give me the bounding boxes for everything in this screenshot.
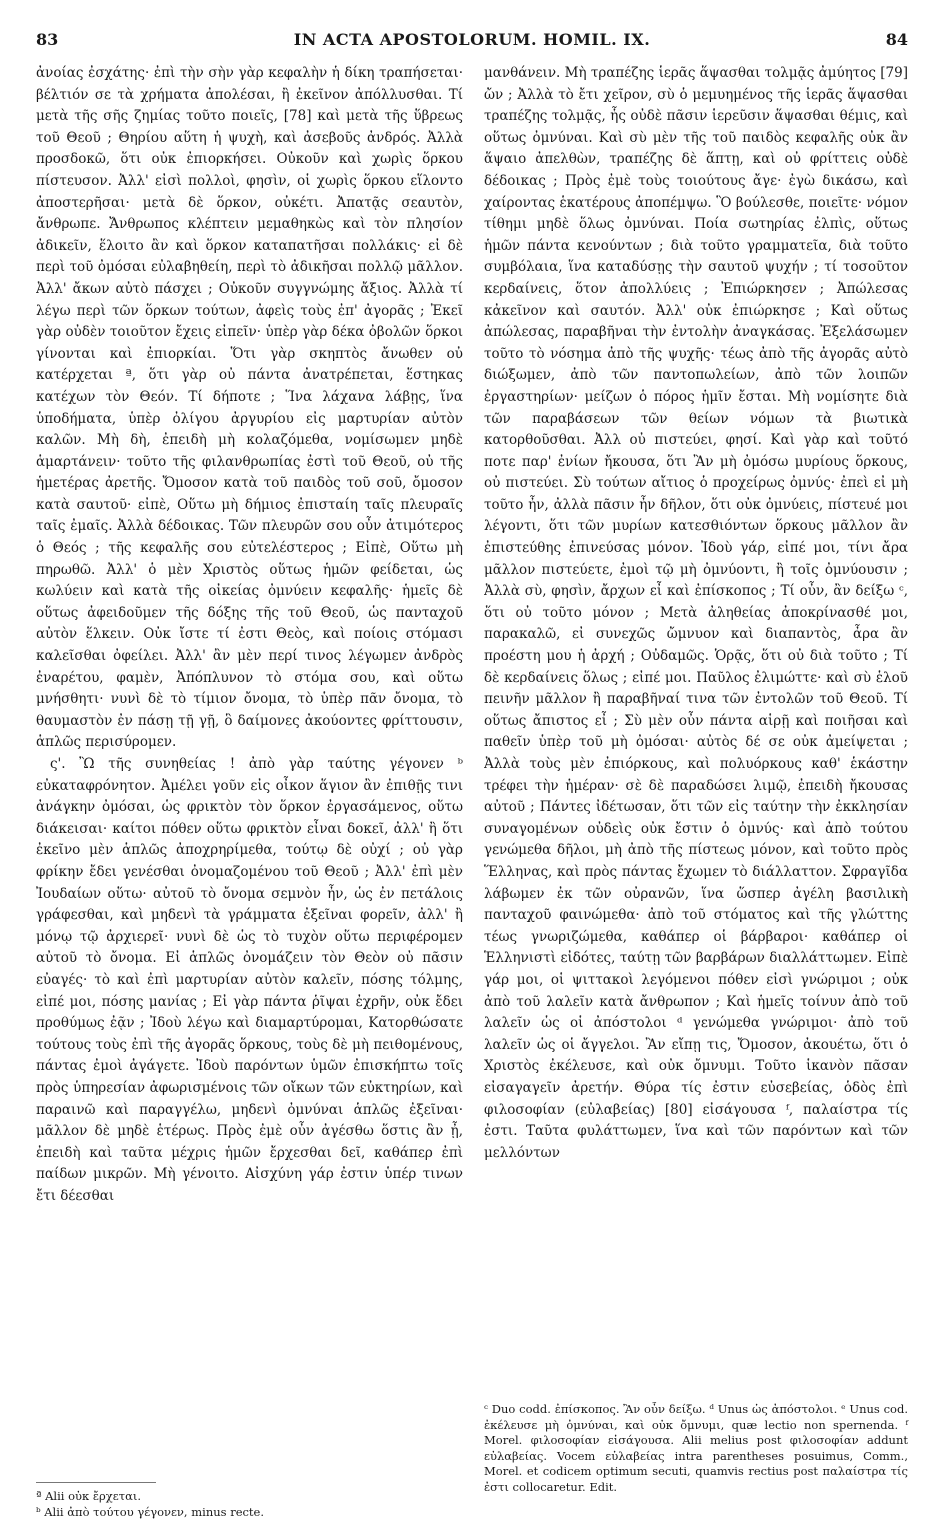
left-column	[36, 63, 463, 1453]
running-title: IN ACTA APOSTOLORUM. HOMIL. IX.	[293, 30, 651, 49]
left-paragraph-2: ς'. Ὢ τῆς συνηθείας ! ἀπὸ γὰρ ταύτης γέγονεν ᵇ εὐκαταφρόνητον. Ἀμέλει γοῦν εἰς οἶκον ἅγιον ἂν ἐπιθῇς τινι ἀνάγκην ὀμόσαι, ὡς φρικτὸν τὸν ὅρκον ἐργασάμενος, οὕτω διάκεισαι· καίτοι πόθεν οὕτω φρικτὸν εἶναι δοκεῖ, ἀλλ' ἢ ὅτι ἐκεῖνο μὲν ἁπλῶς ἀποχρηρίμεθα, τούτῳ δὲ οὐχί ; οὐ γὰρ φρίκην ἔδει γενέσθαι ὀνομαζομένου τοῦ Θεοῦ ; Ἀλλ' ἐπὶ μὲν Ἰουδαίων οὕτω· αὐτοῦ τὸ ὄνομα σεμνὸν ἦν, ὡς ἐν πετάλοις γράφεσθαι, καὶ μηδενὶ τὰ γράμματα ἐξεῖναι φορεῖν, ἀλλ' ἢ μόνῳ τῷ ἀρχιερεῖ· νυνὶ δὲ ὡς τὸ τυχὸν οὕτω περιφέρομεν αὐτοῦ τὸ ὄνομα. Εἰ ἁπλῶς ὀνομάζειν τὸν Θεὸν οὐ πᾶσιν εὐαγές· τὸ καὶ ἐπὶ μαρτυρίαν αὐτὸν καλεῖν, πόσης τόλμης, εἰπέ μοι, πόσης μανίας ; Εἰ γὰρ πάντα ῥῖψαι ἐχρῆν, οὐκ ἔδει προθύμως ἐᾷν ; Ἰδοὺ λέγω καὶ διαμαρτύρομαι, Κατορθώσατε τούτους τοὺς ἐπὶ τῆς ἀγορᾶς ὅρκους, τοὺς δὲ μὴ πειθομένους, πάντας ἐμοὶ ἀγάγετε. Ἰδοὺ παρόντων ὑμῶν ἐπισκήπτω τοῖς πρὸς ὑπηρεσίαν ἀφωρισμένοις τῶν οἴκων τῶν εὐκτηρίων, καὶ παραινῶ καὶ παραγγέλω, μηδενὶ ὀμνύναι ἁπλῶς ἐξεῖναι· μᾶλλον δὲ μηδὲ ἑτέρως. Πρὸς ἐμὲ οὖν ἀγέσθω ὅστις ἂν ᾖ, ἐπειδὴ καὶ ταῦτα μέχρις ἡμῶν ἔρχεσθαι δεῖ, καθάπερ ἐπὶ παίδων μικρῶν. Μὴ γένοιτο. Αἰσχύνη γάρ ἐστιν ὑπέρ τινων ἔτι δέεσθαι	[36, 756, 463, 1204]
page-number-right: 84	[885, 30, 908, 49]
footnote-cdef: ᶜ Duo codd. ἐπίσκοπος. Ἂν οὖν δείξω. ᵈ Unus ὡς ἀπόστολοι. ᵉ Unus cod. ἐκέλευσε μὴ ὀμνύναι, καὶ οὐκ ὄμνυμι, quæ lectio non spernenda. ᶠ Morel. φιλοσοφίαν εἰσάγουσα. Alii melius post φιλοσοφίαν addunt εὐλαβείας. Vocem εὐλαβείας intra parentheses posuimus, Comm., Morel. et codicem optimum secuti, quamvis rectius post παλαίστρα τίς ἐστι collocaretur. Edit.	[484, 1402, 908, 1494]
right-column	[484, 63, 908, 1503]
running-header	[36, 30, 908, 54]
footnotes-left	[36, 1488, 463, 1520]
footnotes-right	[484, 1402, 908, 1496]
footnote-b: ᵇ Alii ἀπὸ τούτου γέγονεν, minus recte.	[36, 1505, 265, 1519]
footnote-rule-left	[36, 1482, 156, 1483]
right-paragraph-1: μανθάνειν. Μὴ τραπέζης ἱερᾶς ἅψασθαι τολμᾷς ἀμύητος [79] ὤν ; Ἀλλὰ τὸ ἔτι χεῖρον, σὺ ὁ μεμυημένος τῆς ἱερᾶς ἅψασθαι τραπέζης τολμᾷς, ἧς οὐδὲ πᾶσιν ἱερεῦσιν ἅψασθαι θέμις, καὶ οὕτως ὀμνύναι. Καὶ σὺ μὲν τῆς τοῦ παιδὸς κεφαλῆς οὐκ ἂν ἅψαιο ἀπελθὼν, τραπέζης δὲ ἅπτῃ, καὶ οὐ φρίττεις οὐδὲ δέδοικας ; Πρὸς ἐμὲ τοὺς τοιούτους ἄγε· ἐγὼ δικάσω, καὶ χαίροντας ἑκατέρους ἀποπέμψω. Ὃ βούλεσθε, ποιεῖτε· νόμον τίθημι μηδὲ ὅλως ὀμνύναι. Ποία σωτηρίας ἐλπὶς, οὕτως ἡμῶν πάντα κενούντων ; διὰ τοῦτο γραμματεῖα, διὰ τοῦτο συμβόλαια, ἵνα καταδύσῃς τὴν σαυτοῦ ψυχήν ; τί τοσοῦτον κερδαίνεις, ὅτον ἀπολλύεις ; Ἐπιώρκησεν ; Ἀπώλεσας κἀκεῖνον καὶ σαυτόν. Ἀλλ' οὐκ ἐπιώρκησε ; Καὶ οὕτως ἀπώλεσας, παραβῆναι τὴν ἐντολὴν ἀναγκάσας. Ἐξελάσωμεν τοῦτο τὸ νόσημα ἀπὸ τῆς ψυχῆς· τέως ἀπὸ τῆς ἀγορᾶς αὐτὸ διώξωμεν, ἀπὸ τῶν παντοπωλείων, ἀπὸ τῶν λοιπῶν ἐργαστηρίων· μείζων ὁ πόρος ἡμῖν ἔσται. Μὴ νομίσητε διὰ τῶν παραβάσεων τῶν θείων νόμων τὰ βιωτικὰ κατορθοῦσθαι. Ἀλλ οὐ πιστεύει, φησί. Καὶ γὰρ καὶ τοῦτό ποτε παρ' ἐνίων ἤκουσα, ὅτι Ἂν μὴ ὀμόσω μυρίους ὅρκους, οὐ πιστεύει. Σὺ τούτων αἴτιος ὁ προχείρως ὀμνύς· ἐπεὶ εἰ μὴ τοῦτο ἦν, ἀλλὰ πᾶσιν ἦν δῆλον, ὅτι οὐκ ὀμνύεις, πίστευέ μοι λέγοντι, ὅτι τῶν μυρίων κατεσθιόντων ὅρκους μᾶλλον ἂν ἐπιστεύθης ἐπινεύσας μόνον. Ἰδοὺ γάρ, εἰπέ μοι, τίνι ἄρα μᾶλλον πιστεύετε, ἐμοὶ τῷ μὴ ὀμνύοντι, ἢ τοῖς ὀμνύουσιν ; Ἀλλὰ σὺ, φησὶν, ἄρχων εἶ καὶ ἐπίσκοπος ; Τί οὖν, ἂν δείξω ᶜ, ὅτι οὐ τοῦτο μόνον ; Μετὰ ἀληθείας ἀποκρίνασθέ μοι, παρακαλῶ, εἰ συνεχῶς ὤμνυον καὶ διαπαντὸς, ἆρα ἂν προέστη μου ἡ ἀρχή ; Οὐδαμῶς. Ὁρᾷς, ὅτι οὐ διὰ τοῦτο ; Τί δὲ κερδαίνεις ὅλως ; εἰπέ μοι. Παῦλος ἐλιμώττε· καὶ σὺ ἑλοῦ πεινῆν μᾶλλον ἢ παραβῆναί τινα τῶν ἐντολῶν τοῦ Θεοῦ. Τί οὕτως ἄπιστος εἶ ; Σὺ μὲν οὖν πάντα αἱρῇ καὶ ποιῆσαι καὶ παθεῖν ὑπὲρ τοῦ μὴ ὀμόσαι· αὐτὸς δέ σε οὐκ ἀμείψεται ; Ἀλλὰ τοὺς μὲν ἐπιόρκους, καὶ πολυόρκους καθ' ἑκάστην τρέφει τὴν ἡμέραν· σὲ δὲ παραδώσει λιμῷ, ἐπειδὴ ἤκουσας αὐτοῦ ; Πάντες ἰδέτωσαν, ὅτι τῶν εἰς ταύτην τὴν ἐκκλησίαν συναγομένων οὐδεὶς οὐκ ἔστιν ὁ ὀμνύς· καὶ ἀπὸ τούτου γενώμεθα δῆλοι, μὴ ἀπὸ τῆς πίστεως μόνον, καὶ τοῦτο πρὸς Ἕλληνας, καὶ πρὸς πάντας ἔχωμεν τὸ διάλλαττον. Σφραγῖδα λάβωμεν ἐκ τῶν οὐρανῶν, ἵνα ὥσπερ ἀγέλη βασιλικὴ πανταχοῦ φαινώμεθα· ἀπὸ τοῦ στόματος καὶ τῆς γλώττης τέως γνωριζώμεθα, καθάπερ οἱ βάρβαροι· καθάπερ οἱ Ἑλληνιστὶ εἰδότες, ταύτῃ τῶν βαρβάρων διαλλάττωμεν. Εἰπὲ γάρ μοι, οἱ ψιττακοὶ λεγόμενοι πόθεν εἰσὶ γνώριμοι ; οὐκ ἀπὸ τοῦ λαλεῖν κατὰ ἄνθρωπον ; Καὶ ἡμεῖς τοίνυν ἀπὸ τοῦ λαλεῖν ὡς οἱ ἀπόστολοι ᵈ γενώμεθα γνώριμοι· ἀπὸ τοῦ λαλεῖν ὡς οἱ ἄγγελοι. Ἂν εἴπῃ τις, Ὄμοσον, ἀκουέτω, ὅτι ὁ Χριστὸς ἐκέλευσε, καὶ οὐκ ὄμνυμι. Τοῦτο ἱκανὸν πᾶσαν εἰσαγαγεῖν ἀρετήν. Θύρα τίς ἐστιν εὐσεβείας, ὁδὸς ἐπὶ φιλοσοφίαν (εὐλαβείας) [80] εἰσάγουσα ᶠ, παλαίστρα τίς ἐστι. Ταῦτα φυλάττωμεν, ἵνα καὶ τῶν παρόντων καὶ τῶν μελλόντων	[484, 65, 908, 1161]
page-number-left: 83	[36, 30, 59, 49]
left-paragraph-1: ἀνοίας ἐσχάτης· ἐπὶ τὴν σὴν γὰρ κεφαλὴν ἡ δίκη τραπήσεται· βέλτιόν σε τὰ χρήματα ἀπολέσαι, ἢ ἐκεῖνον ἀπόλλυσθαι. Τί μετὰ τῆς σῆς ζημίας τοῦτο ποιεῖς, [78] καὶ μετὰ τῆς ὕβρεως τοῦ Θεοῦ ; Θηρίου αὕτη ἡ ψυχὴ, καὶ ἀσεβοῦς ἀνδρός. Ἀλλὰ προσδοκῶ, ὅτι οὐκ ἐπιορκήσει. Οὐκοῦν καὶ χωρὶς ὅρκου πίστευσον. Ἀλλ' εἰσὶ πολλοὶ, φησὶν, οἱ χωρὶς ὅρκου εἵλοντο ἀποστερῆσαι· μετὰ δὲ ὅρκον, οὐκέτι. Ἀπατᾷς σεαυτὸν, ἄνθρωπε. Ἄνθρωπος κλέπτειν μεμαθηκὼς καὶ τὸν πλησίον ἀδικεῖν, ἕλοιτο ἂν καὶ ὅρκον καταπατῆσαι πολλάκις· εἰ δὲ περὶ τοῦ ὀμόσαι εὐλαβηθείη, περὶ τὸ ἀδικῆσαι πολλῷ μᾶλλον. Ἀλλ' ἄκων αὐτὸ πάσχει ; Οὐκοῦν συγγνώμης ἄξιος. Ἀλλὰ τί λέγω περὶ τῶν ὅρκων τούτων, ἀφεὶς τοὺς ἐπ' ἀγορᾶς ; Ἐκεῖ γὰρ οὐδὲν τοιοῦτον ἔχεις εἰπεῖν· ὑπὲρ γὰρ δέκα ὀβολῶν ὅρκοι γίνονται καὶ ἐπιορκίαι. Ὅτι γὰρ σκηπτὸς ἄνωθεν οὐ κατέρχεται ª, ὅτι γὰρ οὐ πάντα ἀνατρέπεται, ἕστηκας κατέχων τὸν Θεόν. Τί δήποτε ; Ἵνα λάχανα λάβῃς, ἵνα ὑποδήματα, ὑπὲρ ὀλίγου ἀργυρίου εἰς μαρτυρίαν αὐτὸν καλῶν. Μὴ δὴ, ἐπειδὴ μὴ κολαζόμεθα, νομίσωμεν μηδὲ ἁμαρτάνειν· τοῦτο τῆς φιλανθρωπίας ἐστὶ τοῦ Θεοῦ, οὐ τῆς ἡμετέρας ἀρετῆς. Ὄμοσον κατὰ τοῦ παιδὸς τοῦ σοῦ, ὄμοσον κατὰ σαυτοῦ· εἰπὲ, Οὕτω μὴ δήμιος ἐπισταίη ταῖς πλευραῖς ταῖς ἐμαῖς. Ἀλλὰ δέδοικας. Τῶν πλευρῶν σου οὖν ἀτιμότερος ὁ Θεός ; τῆς κεφαλῆς σου εὐτελέστερος ; Εἰπὲ, Οὕτω μὴ πηρωθῶ. Ἀλλ' ὁ μὲν Χριστὸς οὕτως ἡμῶν φείδεται, ὡς κωλύειν καὶ κατὰ τῆς οἰκείας ὀμνύειν κεφαλῆς· ἡμεῖς δὲ οὕτως ἀφειδοῦμεν τῆς δόξης τῆς τοῦ Θεοῦ, ὡς πανταχοῦ αὐτὸν ἕλκειν. Οὐκ ἴστε τί ἐστι Θεὸς, καὶ ποίοις στόμασι καλεῖσθαι ὀφείλει. Ἀλλ' ἂν μὲν περί τινος λέγωμεν ἀνδρὸς ἐναρέτου, φαμὲν, Ἀπόπλυνον τὸ στόμα σου, καὶ οὕτω μνήσθητι· νυνὶ δὲ τὸ τίμιον ὄνομα, τὸ ὑπὲρ πᾶν ὄνομα, τὸ θαυμαστὸν ἐν πάσῃ τῇ γῇ, ὃ δαίμονες ἀκούοντες φρίττουσιν, ἁπλῶς περισύρομεν.	[36, 65, 463, 751]
footnote-a: ª Alii οὐκ ἔρχεται.	[36, 1489, 142, 1503]
